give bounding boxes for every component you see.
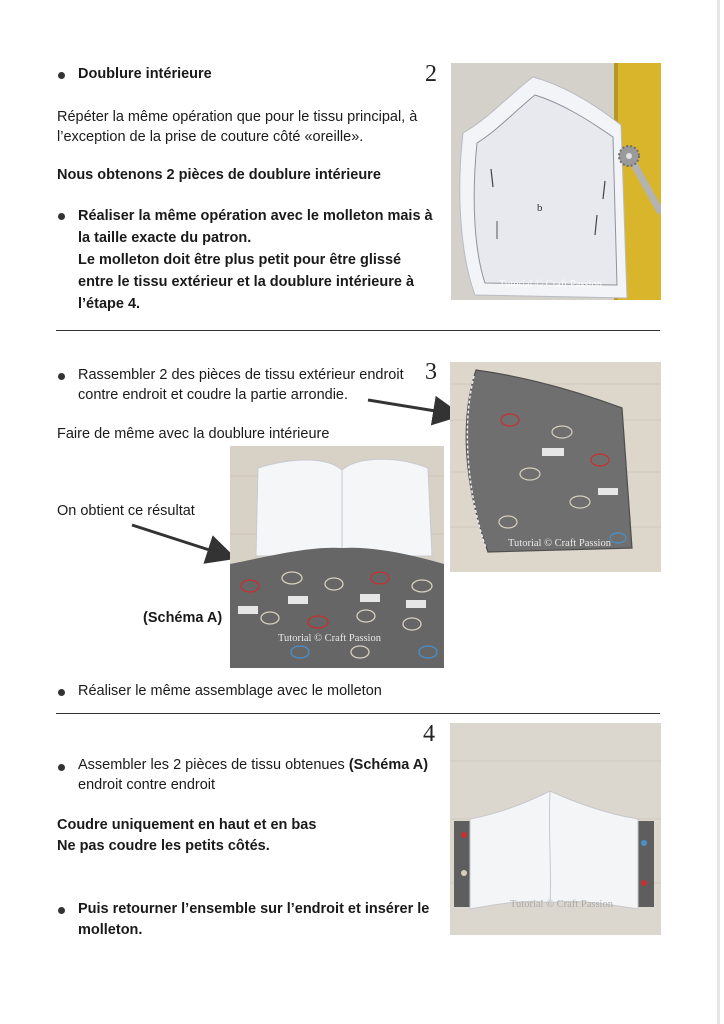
section2-heading: Doublure intérieure [78, 66, 212, 82]
section4-bullet-line2: endroit contre endroit [78, 777, 216, 793]
bullet-icon [58, 764, 65, 771]
section3-bullet-line1: Rassembler 2 des pièces de tissu extérieur endroit [78, 367, 404, 383]
bullet-icon [58, 907, 65, 914]
step-number-2: 2 [425, 61, 437, 87]
section4-final-line2: molleton. [78, 922, 143, 938]
assembled-mask-photo [450, 723, 661, 935]
section2-bullet-line: Réaliser la même opération avec le molleton mais à [78, 208, 433, 224]
section2-result: Nous obtenons 2 pièces de doublure intérieure [57, 167, 381, 183]
photo-watermark: Tutorial © Craft Passion [508, 538, 611, 549]
section-divider [56, 713, 660, 714]
section2-bullet-line: Le molleton doit être plus petit pour être glissé [78, 252, 402, 268]
section4-bullet-text: Assembler les 2 pièces de tissu obtenues [78, 757, 349, 773]
section2-bullet-line: l’étape 4. [78, 296, 141, 312]
section3-last-bullet: Réaliser le même assemblage avec le molleton [78, 683, 382, 699]
photo-watermark: Tutorial © Craft Passion [278, 633, 381, 644]
section4-schema-ref: (Schéma A) [348, 757, 429, 773]
section4-final-line1: Puis retourner l’ensemble sur l’endroit et insérer le [78, 901, 430, 917]
photo-watermark: Tutorial © Craft Passion [510, 899, 613, 910]
schema-a-photo [230, 446, 444, 668]
section2-bullet-line: la taille exacte du patron. [78, 230, 252, 246]
bullet-icon [58, 689, 65, 696]
section2-bullet-line: entre le tissu extérieur et la doublure intérieure à [78, 274, 415, 290]
schema-a-label: (Schéma A) [143, 610, 223, 626]
step-number-4: 4 [423, 721, 435, 747]
svg-text:b: b [537, 202, 543, 214]
section4-sew-line1: Coudre uniquement en haut et en bas [57, 817, 317, 833]
sewn-outer-fabric-photo [450, 362, 661, 572]
section3-lining-note: Faire de même avec la doublure intérieure [57, 426, 330, 442]
section4-bullet-line1 [78, 755, 428, 776]
section4-sew-line2: Ne pas coudre les petits côtés. [57, 838, 270, 854]
section2-text-line1: Répéter la même opération que pour le tissu principal, à [57, 109, 418, 125]
step-number-3: 3 [425, 359, 437, 385]
section3-bullet-line2: contre endroit et coudre la partie arrondie. [78, 387, 349, 403]
section3-result-label: On obtient ce résultat [57, 503, 195, 519]
section2-text-line2: l’exception de la prise de couture côté «oreille». [57, 129, 364, 145]
photo-watermark: Tutorial © Craft Passion [499, 279, 602, 290]
